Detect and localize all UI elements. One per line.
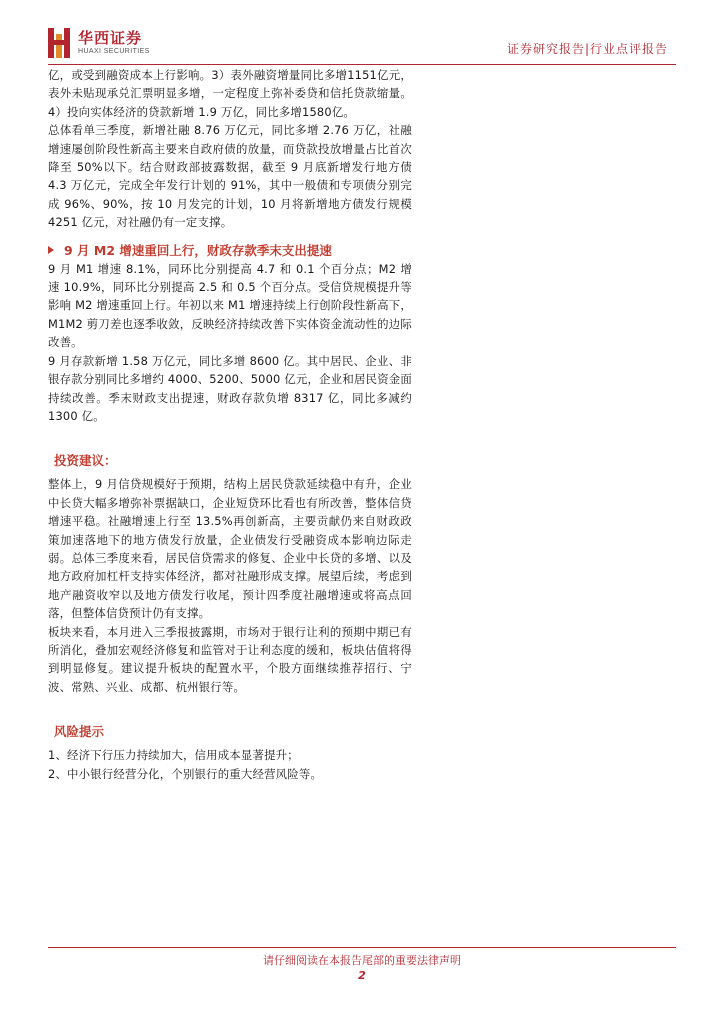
paragraph-investment-overall: 整体上，9 月信贷规模好于预期，结构上居民贷款延续稳中有升，企业中长贷大幅多增弥补票据缺口，企业短贷环比看也有所改善，整体信贷增速平稳。社融增速上行至 13.5%再创新高，主要贡献仍来自财政政策加速落地下的地方债发行放量，企业债发行受融资成本影响边际走弱。总体三季度来看，居民信贷需求的修复、企业中长贷的多增、以及地方政府加杠杆支持实体经济，都对社融形成支撑。展望后续，考虑到地产融资收窄以及地方债发行收尾，预计四季度社融增速或将高点回落，但整体信贷预计仍有支撑。	[48, 477, 412, 621]
paragraph-investment-sector: 板块来看，本月进入三季报披露期，市场对于银行让利的预期中期已有所消化，叠加宏观经济修复和监管对于让利态度的缓和，板块估值将得到明显修复。建议提升板块的配置水平，个股方面继续推荐招行、宁波、常熟、兴业、成都、杭州银行等。	[48, 624, 412, 694]
paragraph-m1-m2: 9 月 M1 增速 8.1%，同环比分别提高 4.7 和 0.1 个百分点；M2 增速 10.9%，同环比分别提高 2.5 和 0.5 个百分点。受信贷规模提升等影响 M2 增速重回上行。年初以来 M1 增速持续上行创阶段性新高下，M1M2 剪刀差也逐季收敛，反映经济持续改善下实体资金流动性的边际改善。	[48, 261, 412, 350]
paragraph-q3-summary: 总体看单三季度，新增社融 8.76 万亿元，同比多增 2.76 万亿，社融增速屡创阶段性新高主要来自政府债的放量，而贷款投放增量占比首次降至 50%以下。结合财政部披露数据，截至 9 月底新增发行地方债 4.3 万亿元，完成全年发行计划的 91%，其中一般债和专项债分别完成 96%、90%，按 10 月发完的计划，10 月将新增地方债发行规模 4251 亿元，对社融仍有一定支撑。	[48, 123, 412, 230]
investment-advice-title: 投资建议：	[54, 453, 117, 469]
footer-divider	[48, 947, 676, 948]
logo-mark-icon	[48, 28, 70, 58]
main-content	[48, 66, 412, 783]
report-category: 证券研究报告|行业点评报告	[506, 42, 668, 56]
company-logo	[48, 28, 150, 58]
page-header	[0, 0, 724, 68]
paragraph-offbalance-financing: 亿，或受到融资成本上行影响。3）表外融资增量同比多增1151亿元，表外未贴现承兑汇票明显多增，一定程度上弥补委贷和信托贷款缩量。4）投向实体经济的贷款新增 1.9 万亿，同比多增1580亿。	[48, 68, 412, 119]
legal-notice: 请仔细阅读在本报告尾部的重要法律声明	[263, 954, 461, 967]
subheading-m2	[48, 240, 412, 260]
triangle-bullet-icon	[48, 246, 54, 254]
risk-item: 1、经济下行压力持续加大，信用成本显著提升；	[48, 748, 299, 763]
logo-english-name: HUAXI SECURITIES	[78, 48, 150, 55]
risk-warning-title: 风险提示	[54, 724, 105, 740]
logo-chinese-name: 华西证券	[78, 29, 143, 47]
risk-item: 2、中小银行经营分化，个别银行的重大经营风险等。	[48, 766, 323, 781]
paragraph-deposits: 9 月存款新增 1.58 万亿元，同比多增 8600 亿。其中居民、企业、非银存款分别同比多增约 4000、5200、5000 亿元，企业和居民资金面持续改善。季末财政支出提速，财政存款负增 8317 亿，同比多减约 1300 亿。	[48, 353, 412, 423]
header-divider	[48, 64, 676, 65]
subheading-m2-text: 9 月 M2 增速重回上行，财政存款季末支出提速	[64, 242, 332, 258]
page-number: 2	[358, 969, 366, 982]
